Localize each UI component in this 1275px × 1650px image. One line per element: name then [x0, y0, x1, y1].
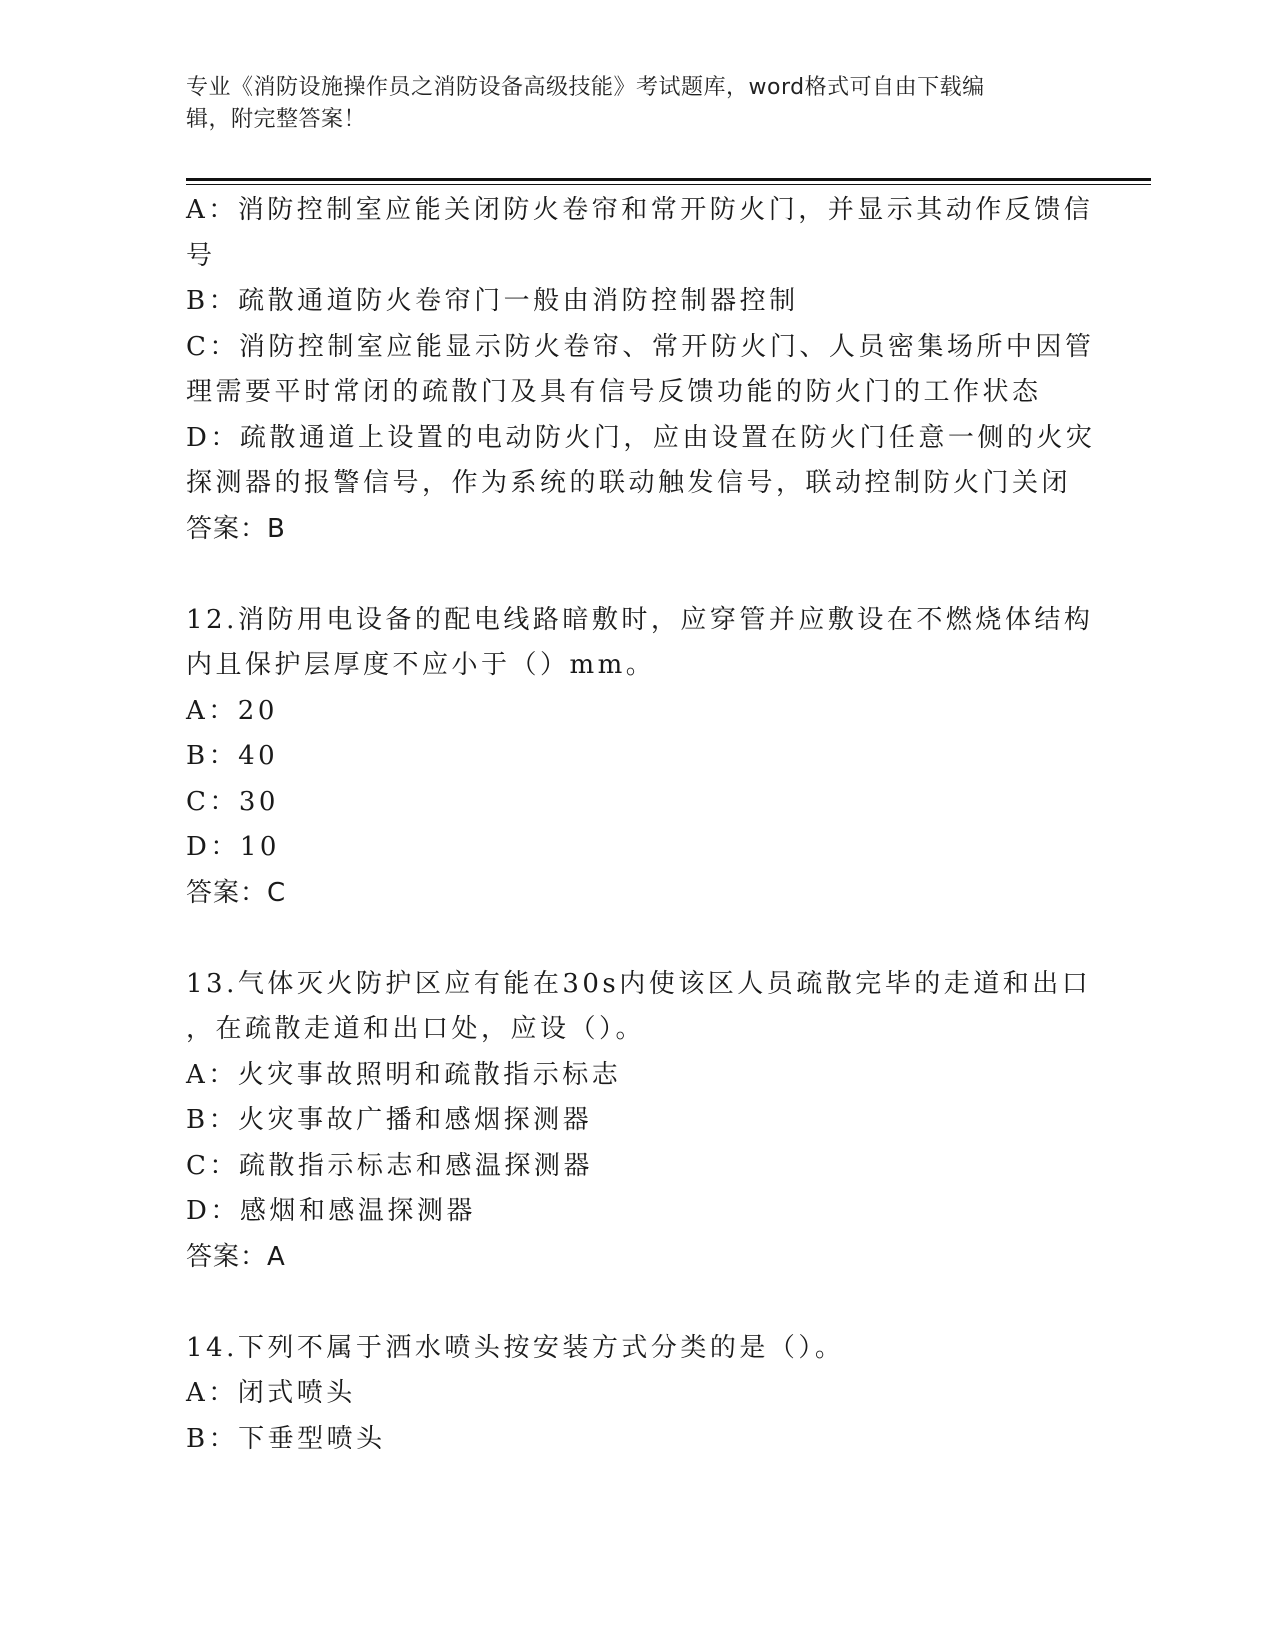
option-d-line-2: 探测器的报警信号，作为系统的联动触发信号，联动控制防火门关闭	[186, 468, 1072, 498]
option-d: D：感烟和感温探测器	[186, 1196, 476, 1226]
option-b: B：火灾事故广播和感烟探测器	[186, 1105, 593, 1135]
option-c: C：30	[186, 786, 279, 817]
question-12-block	[186, 598, 1094, 917]
header-divider-thick	[186, 178, 1151, 181]
answer-label: 答案：B	[186, 513, 286, 544]
question-stem-line-2: 内且保护层厚度不应小于（）mm。	[186, 650, 656, 680]
option-c: C：疏散指示标志和感温探测器	[186, 1150, 593, 1181]
question-11-block	[186, 188, 1096, 552]
option-d: D：10	[186, 832, 280, 862]
option-c-line-2: 理需要平时常闭的疏散门及具有信号反馈功能的防火门的工作状态	[186, 377, 1042, 407]
option-a-line-2: 号	[186, 240, 216, 271]
answer-label: 答案：A	[186, 1241, 286, 1272]
header-divider-thin	[186, 184, 1151, 185]
option-a-line-1: A：消防控制室应能关闭防火卷帘和常开防火门，并显示其动作反馈信	[186, 195, 1094, 225]
header-line-1: 专业《消防设施操作员之消防设备高级技能》考试题库，word格式可自由下载编	[186, 75, 985, 100]
spacer	[186, 916, 1086, 962]
answer-label: 答案：C	[186, 877, 287, 908]
option-a: A：火灾事故照明和疏散指示标志	[186, 1059, 622, 1090]
question-stem-line-2: ，在疏散走道和出口处，应设（）。	[186, 1014, 646, 1044]
option-b: B：疏散通道防火卷帘门一般由消防控制器控制	[186, 286, 799, 316]
question-content	[186, 188, 1096, 1462]
header-line-2: 辑，附完整答案！	[186, 107, 367, 132]
option-a: A：20	[186, 695, 278, 726]
question-stem-line-1: 13.气体灭火防护区应有能在30s内使该区人员疏散完毕的走道和出口	[186, 968, 1092, 999]
question-stem-line-1: 12.消防用电设备的配电线路暗敷时，应穿管并应敷设在不燃烧体结构	[186, 604, 1094, 635]
question-13-block	[186, 962, 1092, 1281]
question-14-block	[186, 1326, 1086, 1463]
option-b: B：下垂型喷头	[186, 1423, 386, 1454]
option-a: A：闭式喷头	[186, 1378, 356, 1408]
document-header	[186, 72, 1066, 136]
option-d-line-1: D：疏散通道上设置的电动防火门，应由设置在防火门任意一侧的火灾	[186, 422, 1096, 453]
option-c-line-1: C：消防控制室应能显示防火卷帘、常开防火门、人员密集场所中因管	[186, 331, 1095, 362]
question-stem-line-1: 14.下列不属于洒水喷头按安装方式分类的是（）。	[186, 1332, 845, 1363]
option-b: B：40	[186, 741, 279, 771]
spacer	[186, 552, 1086, 598]
spacer	[186, 1280, 1086, 1326]
